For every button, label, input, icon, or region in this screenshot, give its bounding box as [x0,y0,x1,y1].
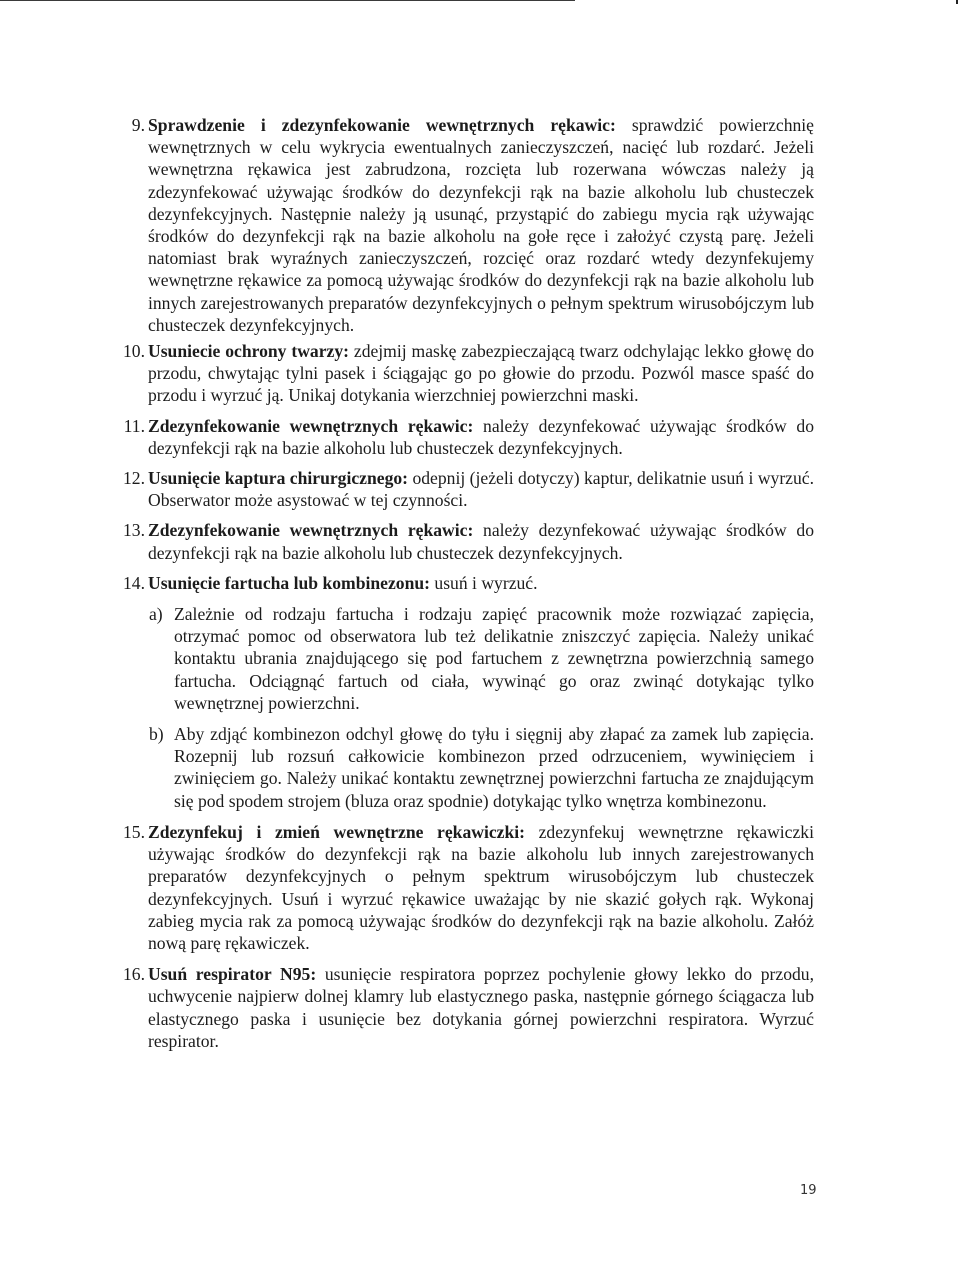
item-title: Usuń respirator N95: [148,964,317,985]
item-title: Usunięcie fartucha lub kombinezonu: [148,572,431,593]
list-item-13 [123,519,814,563]
list-item-11 [123,415,814,459]
item-text: należy dezynfekować używając środków do dezynfekcji rąk na bazie alkoholu lub chusteczek dezynfekcyjnych. [148,520,814,563]
sub-item-text: Zależnie od rodzaju fartucha i rodzaju zapięć pracownik może rozwiązać zapięcia, otrzymać pomoc od obserwatora lub też delikatnie zniszczyć zapięcia. Należy unikać kontaktu ubrania znajdującego się pod fartuchem z zewnętrzna powierzchnią samego fartucha. Odciągnąć fartuch od ciała, wywinąć go oraz zwinąć dotykając tylko wewnętrznej powierzchni. [174,604,814,713]
item-number: 16. [123,964,145,985]
item-text: usunięcie respiratora poprzez pochylenie głowy lekko do przodu, uchwycenie najpierw dolnej klamry lub elastycznego paska, następnie górnego ściągacza lub elastycznego paska i usunięcie bez dotykania górnej powierzchni respiratora. Wyrzuć respirator. [148,964,814,1051]
document-body [0,114,960,1054]
scan-corner-mark [956,0,958,4]
item-number: 10. [123,341,145,362]
page-number: 19 [800,1183,817,1198]
list-item-10 [123,340,814,407]
item-number: 15. [123,821,145,842]
item-number: 11. [123,415,145,436]
sub-item-a [149,603,814,714]
item-text: zdezynfekuj wewnętrzne rękawiczki używając środków do dezynfekcji rąk na bazie alkoholu lub innych zarejestrowanych preparatów dezynfekcyjnych o pełnym spektrum wirusobójczym lub chusteczek dezynfekcyjnych. Usuń i wyrzuć rękawice uważając by nie skazić gołych rąk. Wykonaj zabieg mycia rak za pomocą używając środków do dezynfekcji rąk na bazie alkoholu. Załóż nową parę rękawiczek. [148,821,814,953]
item-title: Zdezynfekowanie wewnętrznych rękawic: [148,415,474,436]
item-text: zdejmij maskę zabezpieczającą twarz odchylając lekko głowę do przodu, chwytając tylni pasek i ściągając go po głowie do przodu. Pozwól masce spaść do przodu i wyrzuć ją. Unikaj dotykania wierzchniej powierzchni maski. [148,341,814,406]
sub-item-letter: b) [149,724,164,745]
item-text: sprawdzić powierzchnię wewnętrznych w celu wykrycia ewentualnych zanieczyszczeń, nacięć lub rozdarć. Jeżeli wewnętrzna rękawica jest zabrudzona, rozcięta lub rozerwana wówczas należy ją zdezynfekować używając środków do dezynfekcji rąk na bazie alkoholu lub chusteczek dezynfekcyjnych. Następnie należy ją usunąć, przystąpić do zabiegu mycia rąk używając środków do dezynfekcji rąk na bazie alkoholu na gołe ręce i założyć czystą parę. Jeżeli natomiast brak wyraźnych zanieczyszczeń, rozcięć oraz rozdarć wtedy dezynfekujemy wewnętrzne rękawice za pomocą używając środków do dezynfekcji rąk na bazie alkoholu lub innych zarejestrowanych preparatów dezynfekcyjnych o pełnym spektrum wirusobójczym lub chusteczek dezynfekcyjnych. [148,115,814,335]
sub-item-letter: a) [149,604,163,625]
item-number: 12. [123,468,145,489]
list-item-15 [123,821,814,954]
item-title: Sprawdzenie i zdezynfekowanie wewnętrznych rękawic: [148,115,616,135]
item-number: 9. [131,115,145,135]
item-text: należy dezynfekować używając środków do dezynfekcji rąk na bazie alkoholu lub chusteczek dezynfekcyjnych. [148,415,814,458]
item-text: usuń i wyrzuć. [430,572,538,593]
item-title: Usunięcie kaptura chirurgicznego: [148,468,409,489]
sub-item-b [149,723,814,812]
list-item-12 [123,467,814,511]
list-item-14 [123,572,814,594]
item-title: Usuniecie ochrony twarzy: [148,341,349,362]
scan-top-edge-line [0,0,575,1]
item-text: odepnij (jeżeli dotyczy) kaptur, delikatnie usuń i wyrzuć. Obserwator może asystować w tej czynności. [148,468,814,511]
item-title: Zdezynfekuj i zmień wewnętrzne rękawiczki: [148,821,525,842]
sub-item-text: Aby zdjąć kombinezon odchyl głowę do tyłu i sięgnij aby złapać za zamek lub zapięcia. Rozepnij lub rozsuń całkowicie kombinezon przed odrzuceniem, wywinięciem i zwinięciem go. Należy unikać kontaktu zewnętrznej powierzchni fartucha ze znajdującym się pod spodem strojem (bluza oraz spodnie) dotykając tylko wnętrza kombinezonu. [174,724,814,811]
item-number: 14. [123,572,145,593]
item-title: Zdezynfekowanie wewnętrznych rękawic: [148,520,474,541]
item-number: 13. [123,520,145,541]
list-item-9 [131,114,814,336]
list-item-16 [123,963,814,1052]
